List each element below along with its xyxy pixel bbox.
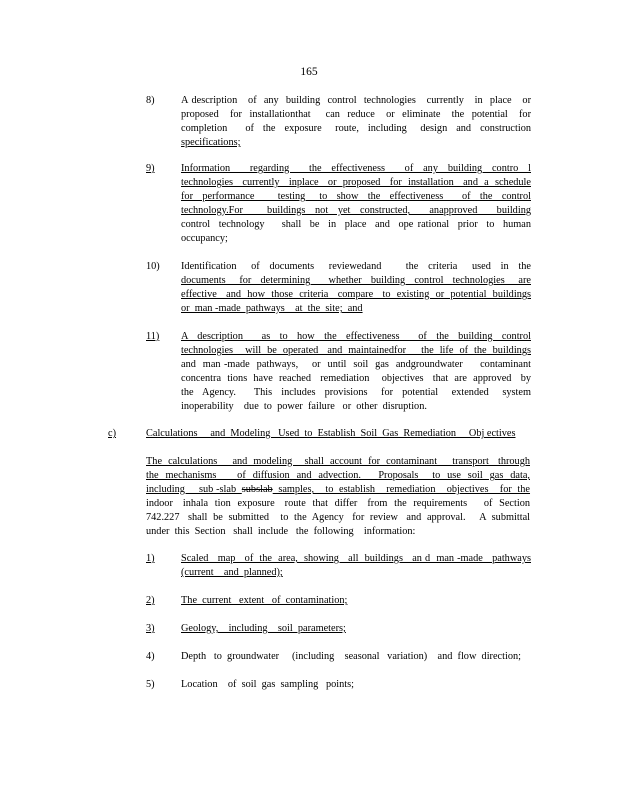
text-run: under this Section shall include the following information: — [146, 526, 416, 537]
list-item-10-line — [181, 260, 531, 274]
list-item-11-text — [181, 330, 531, 414]
page-number: 165 — [300, 66, 318, 78]
list-item-9-number: 9) — [146, 163, 155, 174]
list-item-9-line — [181, 190, 531, 204]
text-run: completion of the exposure route, including design and construction — [181, 123, 531, 134]
struck-text: subslab — [241, 484, 273, 495]
section-c-item-2-line — [181, 594, 531, 608]
text-run: concentra tions have reached remediation objectives that are approved by — [181, 373, 531, 384]
section-c-item-5-line — [181, 678, 531, 692]
section-c-paragraph-text — [146, 455, 530, 539]
text-run: for performance testing to show the effectiveness of the control — [181, 191, 531, 202]
list-item-11-line — [181, 386, 531, 400]
section-c-item-5-text — [181, 678, 531, 692]
list-item-9-line — [181, 162, 531, 176]
section-c-item-3-text — [181, 622, 531, 636]
section-c-item-1-number: 1) — [146, 553, 155, 564]
text-run: Identification of documents reviewedand the criteria used in the — [181, 261, 531, 272]
text-run: indoor inhala tion exposure route that differ from the requirements of Section — [146, 498, 530, 509]
text-run: documents for determining whether building control technologies are — [181, 275, 531, 286]
list-item-9-line — [181, 218, 531, 232]
text-run: The current extent of contamination; — [181, 595, 348, 606]
list-item-11-number: 11) — [146, 331, 160, 342]
text-run: effective and how those criteria compare to existing or potential buildings — [181, 289, 531, 300]
text-run: technologies currently inplace or proposed for installation and a schedule — [181, 177, 531, 188]
section-c-number: c) — [108, 428, 116, 439]
list-item-10-number: 10) — [146, 261, 160, 272]
text-run: A description of any building control technologies currently in place or — [181, 95, 531, 106]
section-c-item-1-line — [181, 552, 531, 566]
section-c-item-2-text — [181, 594, 531, 608]
text-run: specifications; — [181, 137, 241, 148]
section-c-title: Calculations and Modeling Used to Establish Soil Gas Remediation Obj ectives — [146, 428, 516, 439]
section-c-paragraph-line — [146, 469, 530, 483]
text-run: Depth to groundwater (including seasonal variation) and flow direction; — [181, 651, 521, 662]
section-c-item-3-line — [181, 622, 531, 636]
text-run: inoperability due to power failure or other disruption. — [181, 401, 427, 412]
section-c-item-3-number: 3) — [146, 623, 155, 634]
list-item-10-line — [181, 288, 531, 302]
list-item-8-text — [181, 94, 531, 150]
section-c-item-5-number: 5) — [146, 679, 155, 690]
text-run: Scaled map of the area, showing all buildings an d man -made pathways — [181, 553, 531, 564]
section-c-paragraph-line — [146, 497, 530, 511]
text-run: occupancy; — [181, 233, 228, 244]
list-item-10-line — [181, 274, 531, 288]
text-run: or man -made pathways at the site; and — [181, 303, 363, 314]
text-run: Location of soil gas sampling points; — [181, 679, 355, 690]
section-c-paragraph-line — [146, 455, 530, 469]
text-run: proposed for installationthat can reduce or eliminate the potential for — [181, 109, 531, 120]
text-run: the mechanisms of diffusion and advection. Proposals to use soil gas data, — [146, 470, 530, 481]
section-c-item-2-number: 2) — [146, 595, 155, 606]
text-run: A description as to how the effectiveness of the building control — [181, 331, 531, 342]
list-item-9-line — [181, 204, 531, 218]
list-item-9-line — [181, 176, 531, 190]
section-c-item-1-line — [181, 566, 531, 580]
text-run: (current and planned); — [181, 567, 283, 578]
text-run: including sub -slab — [146, 484, 242, 495]
list-item-11-line — [181, 330, 531, 344]
text-run: samples, to establish remediation objectives for the — [272, 484, 531, 495]
list-item-11-line — [181, 372, 531, 386]
text-run: Geology, including soil parameters; — [181, 623, 346, 634]
list-item-8-line — [181, 94, 531, 108]
list-item-9-line — [181, 232, 531, 246]
list-item-11-line — [181, 400, 531, 414]
text-run: The calculations and modeling shall account for contaminant transport through — [146, 456, 530, 467]
section-c-paragraph-line — [146, 525, 530, 539]
text-run: the Agency. This includes provisions for potential extended system — [181, 387, 531, 398]
section-c-item-4-text — [181, 650, 531, 664]
list-item-9-text — [181, 162, 531, 246]
list-item-11-line — [181, 344, 531, 358]
list-item-10-text — [181, 260, 531, 316]
list-item-8-line — [181, 108, 531, 122]
section-c-paragraph-line — [146, 483, 530, 497]
text-run: control technology shall be in place and ope rational prior to human — [181, 219, 531, 230]
text-run: 742.227 shall be submitted to the Agency for review and approval. A submittal — [146, 512, 530, 523]
section-c-item-4-line — [181, 650, 531, 664]
list-item-8-line — [181, 136, 531, 150]
list-item-8-number: 8) — [146, 95, 155, 106]
section-c-item-1-text — [181, 552, 531, 580]
section-c-paragraph-line — [146, 511, 530, 525]
text-run: and man -made pathways, or until soil gas andgroundwater contaminant — [181, 359, 531, 370]
text-run: Information regarding the effectiveness of any building contro l — [181, 163, 531, 174]
list-item-10-line — [181, 302, 531, 316]
text-run: technology.For buildings not yet constructed, anapproved building — [181, 205, 531, 216]
list-item-8-line — [181, 122, 531, 136]
section-c-item-4-number: 4) — [146, 651, 155, 662]
text-run: technologies will be operated and maintainedfor the life of the buildings — [181, 345, 531, 356]
list-item-11-line — [181, 358, 531, 372]
